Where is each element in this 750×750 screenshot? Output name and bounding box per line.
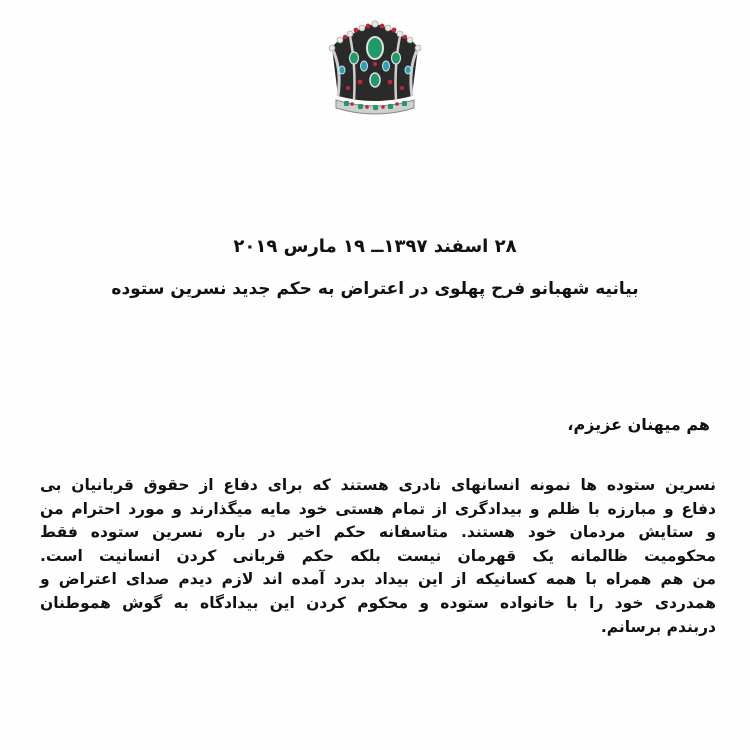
statement-title: بیانیه شهبانو فرح پهلوی در اعتراض به حکم جدید نسرین ستوده — [111, 279, 639, 299]
letter-line: و ستایش مردمان خود هستند. متاسفانه حکم اخیر در باره نسرین ستوده فقط — [40, 523, 716, 542]
letter-line: نسرین ستوده ها نمونه انسانهای نادری هستند که برای دفاع از حقوق قربانیان بی — [40, 476, 716, 494]
letter-line: همدردی خود را با خانواده ستوده و محکوم کردن این بیدادگاه به گوش هموطنان — [40, 593, 716, 612]
letter-greeting: هم میهنان عزیزم، — [567, 415, 710, 434]
statement-date: ۲۸ اسفند ۱۳۹۷ــ ۱۹ مارس ۲۰۱۹ — [233, 236, 517, 257]
letter-body — [40, 474, 716, 639]
letter-line: من هم همراه با همه کسانیکه از این بیداد بدرد آمده اند لازم دیدم صدای اعتراض و — [40, 570, 716, 589]
letter-line: دفاع و مبارزه با ظلم و بیدادگری از تمام هستی خود مایه میگذارند و مورد احترام من — [40, 499, 716, 518]
letter-line: محکومیت ظالمانه یک قهرمان نیست بلکه حکم قربانی کردن انسانیت است. — [40, 546, 716, 565]
jeweled-crown-icon — [318, 8, 432, 116]
letter-line: دربندم برسانم. — [600, 617, 716, 636]
